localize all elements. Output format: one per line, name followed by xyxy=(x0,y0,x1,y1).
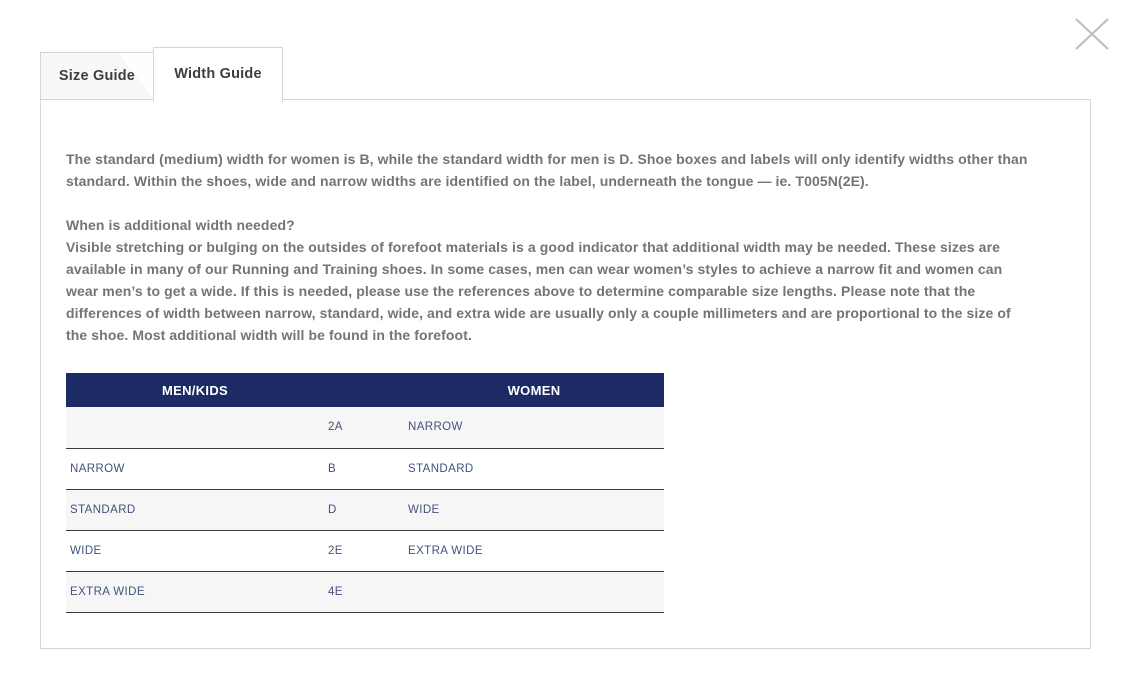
column-header-men-kids: MEN/KIDS xyxy=(66,373,324,407)
width-code-cell: 2A xyxy=(328,421,343,434)
close-icon xyxy=(1074,17,1110,51)
width-code-cell: 2E xyxy=(328,544,343,557)
width-code-cell: B xyxy=(328,462,337,475)
width-guide-panel xyxy=(40,99,1091,649)
tab-size-guide-label: Size Guide xyxy=(58,68,136,84)
table-row xyxy=(66,530,664,571)
guide-tabbar xyxy=(40,45,283,100)
men-width-cell: STANDARD xyxy=(70,503,136,516)
table-row xyxy=(66,407,664,448)
tab-size-guide[interactable] xyxy=(40,52,154,100)
men-width-cell: EXTRA WIDE xyxy=(70,585,145,598)
table-row xyxy=(66,448,664,489)
tab-width-guide-label: Width Guide xyxy=(174,66,262,82)
men-width-cell: WIDE xyxy=(70,544,102,557)
column-header-spacer xyxy=(324,373,404,407)
men-width-cell: NARROW xyxy=(70,462,125,475)
women-width-cell: NARROW xyxy=(408,421,463,434)
women-width-cell xyxy=(404,571,664,612)
width-conversion-table xyxy=(66,373,664,613)
column-header-women: WOMEN xyxy=(404,373,664,407)
intro-paragraph: The standard (medium) width for women is B, while the standard width for men is D. Shoe boxes and labels will only identify widths other than standard. Within the shoes, wide and narrow widths are identified on the label, underneath the tongue — ie. T005N(2E). xyxy=(66,151,1028,189)
women-width-cell: STANDARD xyxy=(408,462,474,475)
table-row xyxy=(66,571,664,612)
width-guide-copy xyxy=(66,148,1035,346)
table-row xyxy=(66,489,664,530)
men-width-cell xyxy=(66,407,324,448)
women-width-cell: WIDE xyxy=(408,503,440,516)
close-button[interactable] xyxy=(1072,14,1112,54)
question-heading: When is additional width needed? xyxy=(66,217,295,233)
tab-width-guide[interactable] xyxy=(153,47,283,102)
width-code-cell: D xyxy=(328,503,337,516)
width-code-cell: 4E xyxy=(328,585,343,598)
table-header-row xyxy=(66,373,664,407)
women-width-cell: EXTRA WIDE xyxy=(408,544,483,557)
explanation-paragraph: Visible stretching or bulging on the outsides of forefoot materials is a good indicator that additional width may be needed. These sizes are available in many of our Running and Training shoes. In some cases, men can wear women’s styles to achieve a narrow fit and women can wear men’s to get a wide. If this is needed, please use the references above to determine comparable size lengths. Please note that the differences of width between narrow, standard, wide, and extra wide are usually only a couple millimeters and are proportional to the size of the shoe. Most additional width will be found in the forefoot. xyxy=(66,239,1011,343)
